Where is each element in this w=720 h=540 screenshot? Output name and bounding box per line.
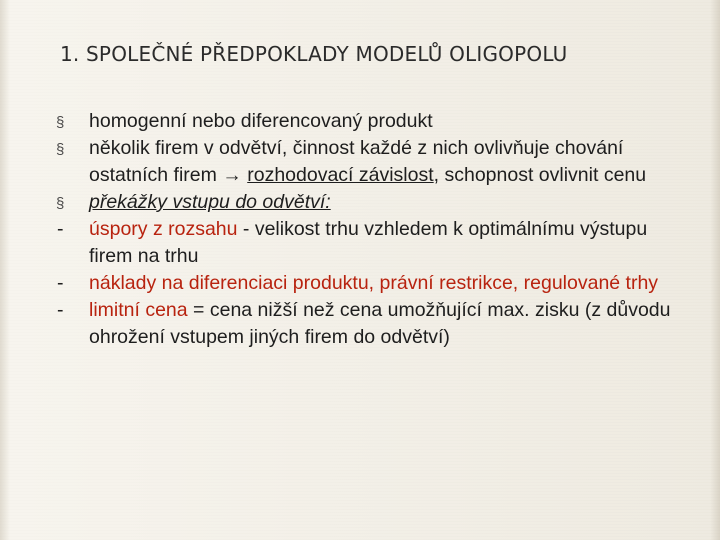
highlight-term: limitní cena — [89, 299, 188, 321]
square-bullet-icon: § — [56, 141, 65, 158]
dash-bullet-icon: - — [57, 299, 64, 321]
list-item — [56, 297, 676, 351]
item-text: - velikost trhu vzhledem k optimálnímu výstupu firem na trhu — [89, 218, 648, 267]
square-bullet-icon: § — [56, 195, 65, 212]
item-text: = cena nižší než cena umožňující max. zisku (z důvodu ohrožení vstupem jiných firem do odvětví) — [89, 299, 671, 348]
dash-bullet-icon: - — [57, 272, 64, 294]
item-heading-italic: překážky vstupu do odvětví: — [89, 191, 331, 213]
dash-bullet-icon: - — [57, 218, 64, 240]
list-item — [56, 108, 676, 135]
item-text: několik firem v odvětví, činnost každé z nich ovlivňuje chování ostatních firem — [89, 137, 624, 186]
underlined-term: rozhodovací závislost — [247, 164, 434, 186]
item-text: homogenní nebo diferencovaný produkt — [89, 110, 433, 132]
highlight-term: náklady na diferenciaci produktu, právní restrikce, regulované trhy — [89, 272, 659, 294]
right-arrow-icon: → — [222, 164, 242, 186]
slide-edge-right — [710, 0, 720, 540]
highlight-term: úspory z rozsahu — [89, 218, 238, 240]
list-item — [56, 270, 676, 297]
list-item — [56, 189, 676, 216]
list-item — [56, 135, 676, 189]
square-bullet-icon: § — [56, 114, 65, 131]
item-text: , schopnost ovlivnit cenu — [433, 164, 647, 186]
bullet-list — [56, 108, 676, 351]
slide-title: 1. SPOLEČNÉ PŘEDPOKLADY MODELŮ OLIGOPOLU — [60, 42, 568, 66]
slide-edge-left — [0, 0, 10, 540]
list-item — [56, 216, 676, 270]
